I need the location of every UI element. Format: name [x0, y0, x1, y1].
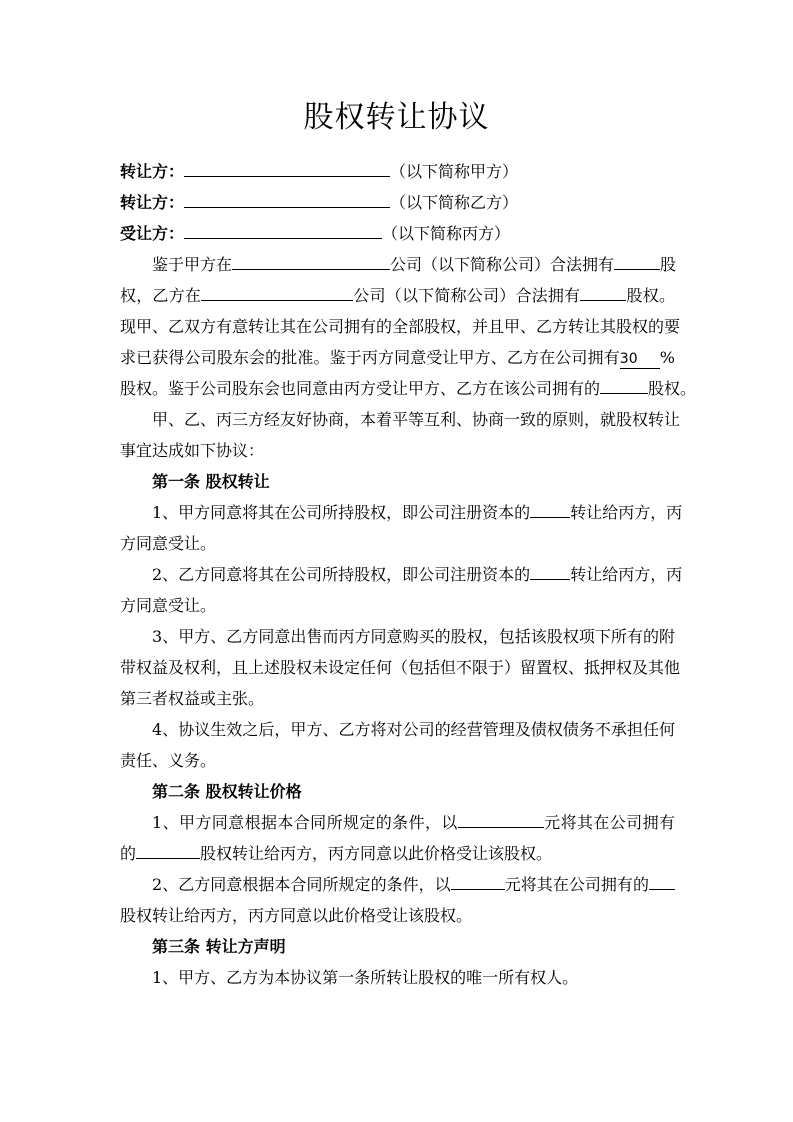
- party-transferor-b: [120, 187, 675, 218]
- transferor-b-blank: [184, 189, 390, 208]
- article-2-clause-1: 1、甲方同意根据本合同所规定的条件，以 元将其在公司拥有: [120, 807, 675, 838]
- article-2-clause-1-cont: 的 股权转让给丙方，丙方同意以此价格受让该股权。: [120, 838, 675, 869]
- article-3-heading: 第三条 转让方声明: [152, 937, 286, 956]
- capital-b-blank: [530, 561, 570, 580]
- article-1-heading: 第一条 股权转让: [152, 472, 270, 491]
- article-1-clause-3: 3、甲方、乙方同意出售而丙方同意购买的股权，包括该股权项下所有的附: [152, 627, 675, 646]
- share-b-blank: [580, 282, 626, 301]
- transferor-b-note: （以下简称乙方）: [390, 193, 519, 212]
- capital-a-blank: [530, 499, 570, 518]
- percent-value: 30: [620, 350, 660, 369]
- transferor-b-label: 转让方：: [120, 193, 185, 212]
- document-title: 股权转让协议: [303, 100, 490, 135]
- transferor-a-blank: [184, 158, 390, 177]
- article-2-heading: 第二条 股权转让价格: [152, 782, 302, 801]
- article-1-clause-1-cont: 方同意受让。: [120, 534, 217, 553]
- article-1-clause-3-cont: 带权益及权利，且上述股权未设定任何（包括但不限于）留置权、抵押权及其他: [120, 658, 681, 677]
- share-c-blank: [600, 375, 648, 394]
- party-transferor-a: [120, 156, 675, 187]
- article-2-clause-2: 2、乙方同意根据本合同所规定的条件，以 元将其在公司拥有的: [120, 869, 675, 900]
- article-1-clause-2: 2、乙方同意将其在公司所持股权，即公司注册资本的 转让给丙方，丙: [120, 559, 675, 590]
- article-1-clause-1: 1、甲方同意将其在公司所持股权，即公司注册资本的 转让给丙方，丙: [120, 497, 675, 528]
- party-transferee: [120, 218, 675, 249]
- price-a-blank: [458, 809, 544, 828]
- share-e-blank: [649, 871, 675, 890]
- document-body: [120, 156, 697, 993]
- article-1-clause-4: 4、协议生效之后，甲方、乙方将对公司的经营管理及债权债务不承担任何: [152, 720, 675, 739]
- article-1-clause-2-cont: 方同意受让。: [120, 596, 217, 615]
- price-b-blank: [451, 871, 505, 890]
- company-b-blank: [201, 282, 353, 301]
- recital-line-6: 甲、乙、丙三方经友好协商，本着平等互利、协商一致的原则，就股权转让: [152, 410, 681, 429]
- share-a-blank: [614, 251, 660, 270]
- article-3-clause-1: 1、甲方、乙方为本协议第一条所转让股权的唯一所有权人。: [152, 968, 579, 987]
- company-a-blank: [232, 251, 390, 270]
- transferor-a-note: （以下简称甲方）: [390, 162, 519, 181]
- recital-line-3: 现甲、乙双方有意转让其在公司拥有的全部股权，并且甲、乙方转让其股权的要: [120, 317, 681, 336]
- transferor-a-label: 转让方：: [120, 162, 185, 181]
- transferee-label: 受让方：: [120, 224, 185, 243]
- recital-line-5: 股权。鉴于公司股东会也同意由丙方受让甲方、乙方在该公司拥有的 股权。: [120, 373, 675, 404]
- recital-line-2: 权，乙方在 公司（以下简称公司）合法拥有 股权。: [120, 280, 675, 311]
- article-2-clause-2-cont: 股权转让给丙方，丙方同意以此价格受让该股权。: [120, 906, 473, 925]
- article-1-clause-4-cont: 责任、义务。: [120, 751, 217, 770]
- recital-line-1: 鉴于甲方在 公司（以下简称公司）合法拥有 股: [120, 249, 675, 280]
- share-d-blank: [136, 840, 200, 859]
- recital-line-7: 事宜达成如下协议：: [120, 441, 265, 460]
- recital-line-4: 求已获得公司股东会的批准。鉴于丙方同意受让甲方、乙方在公司拥有30 %: [120, 348, 675, 367]
- transferee-blank: [184, 220, 382, 239]
- transferee-note: （以下简称丙方）: [382, 224, 511, 243]
- article-1-clause-3-end: 第三者权益或主张。: [120, 689, 265, 708]
